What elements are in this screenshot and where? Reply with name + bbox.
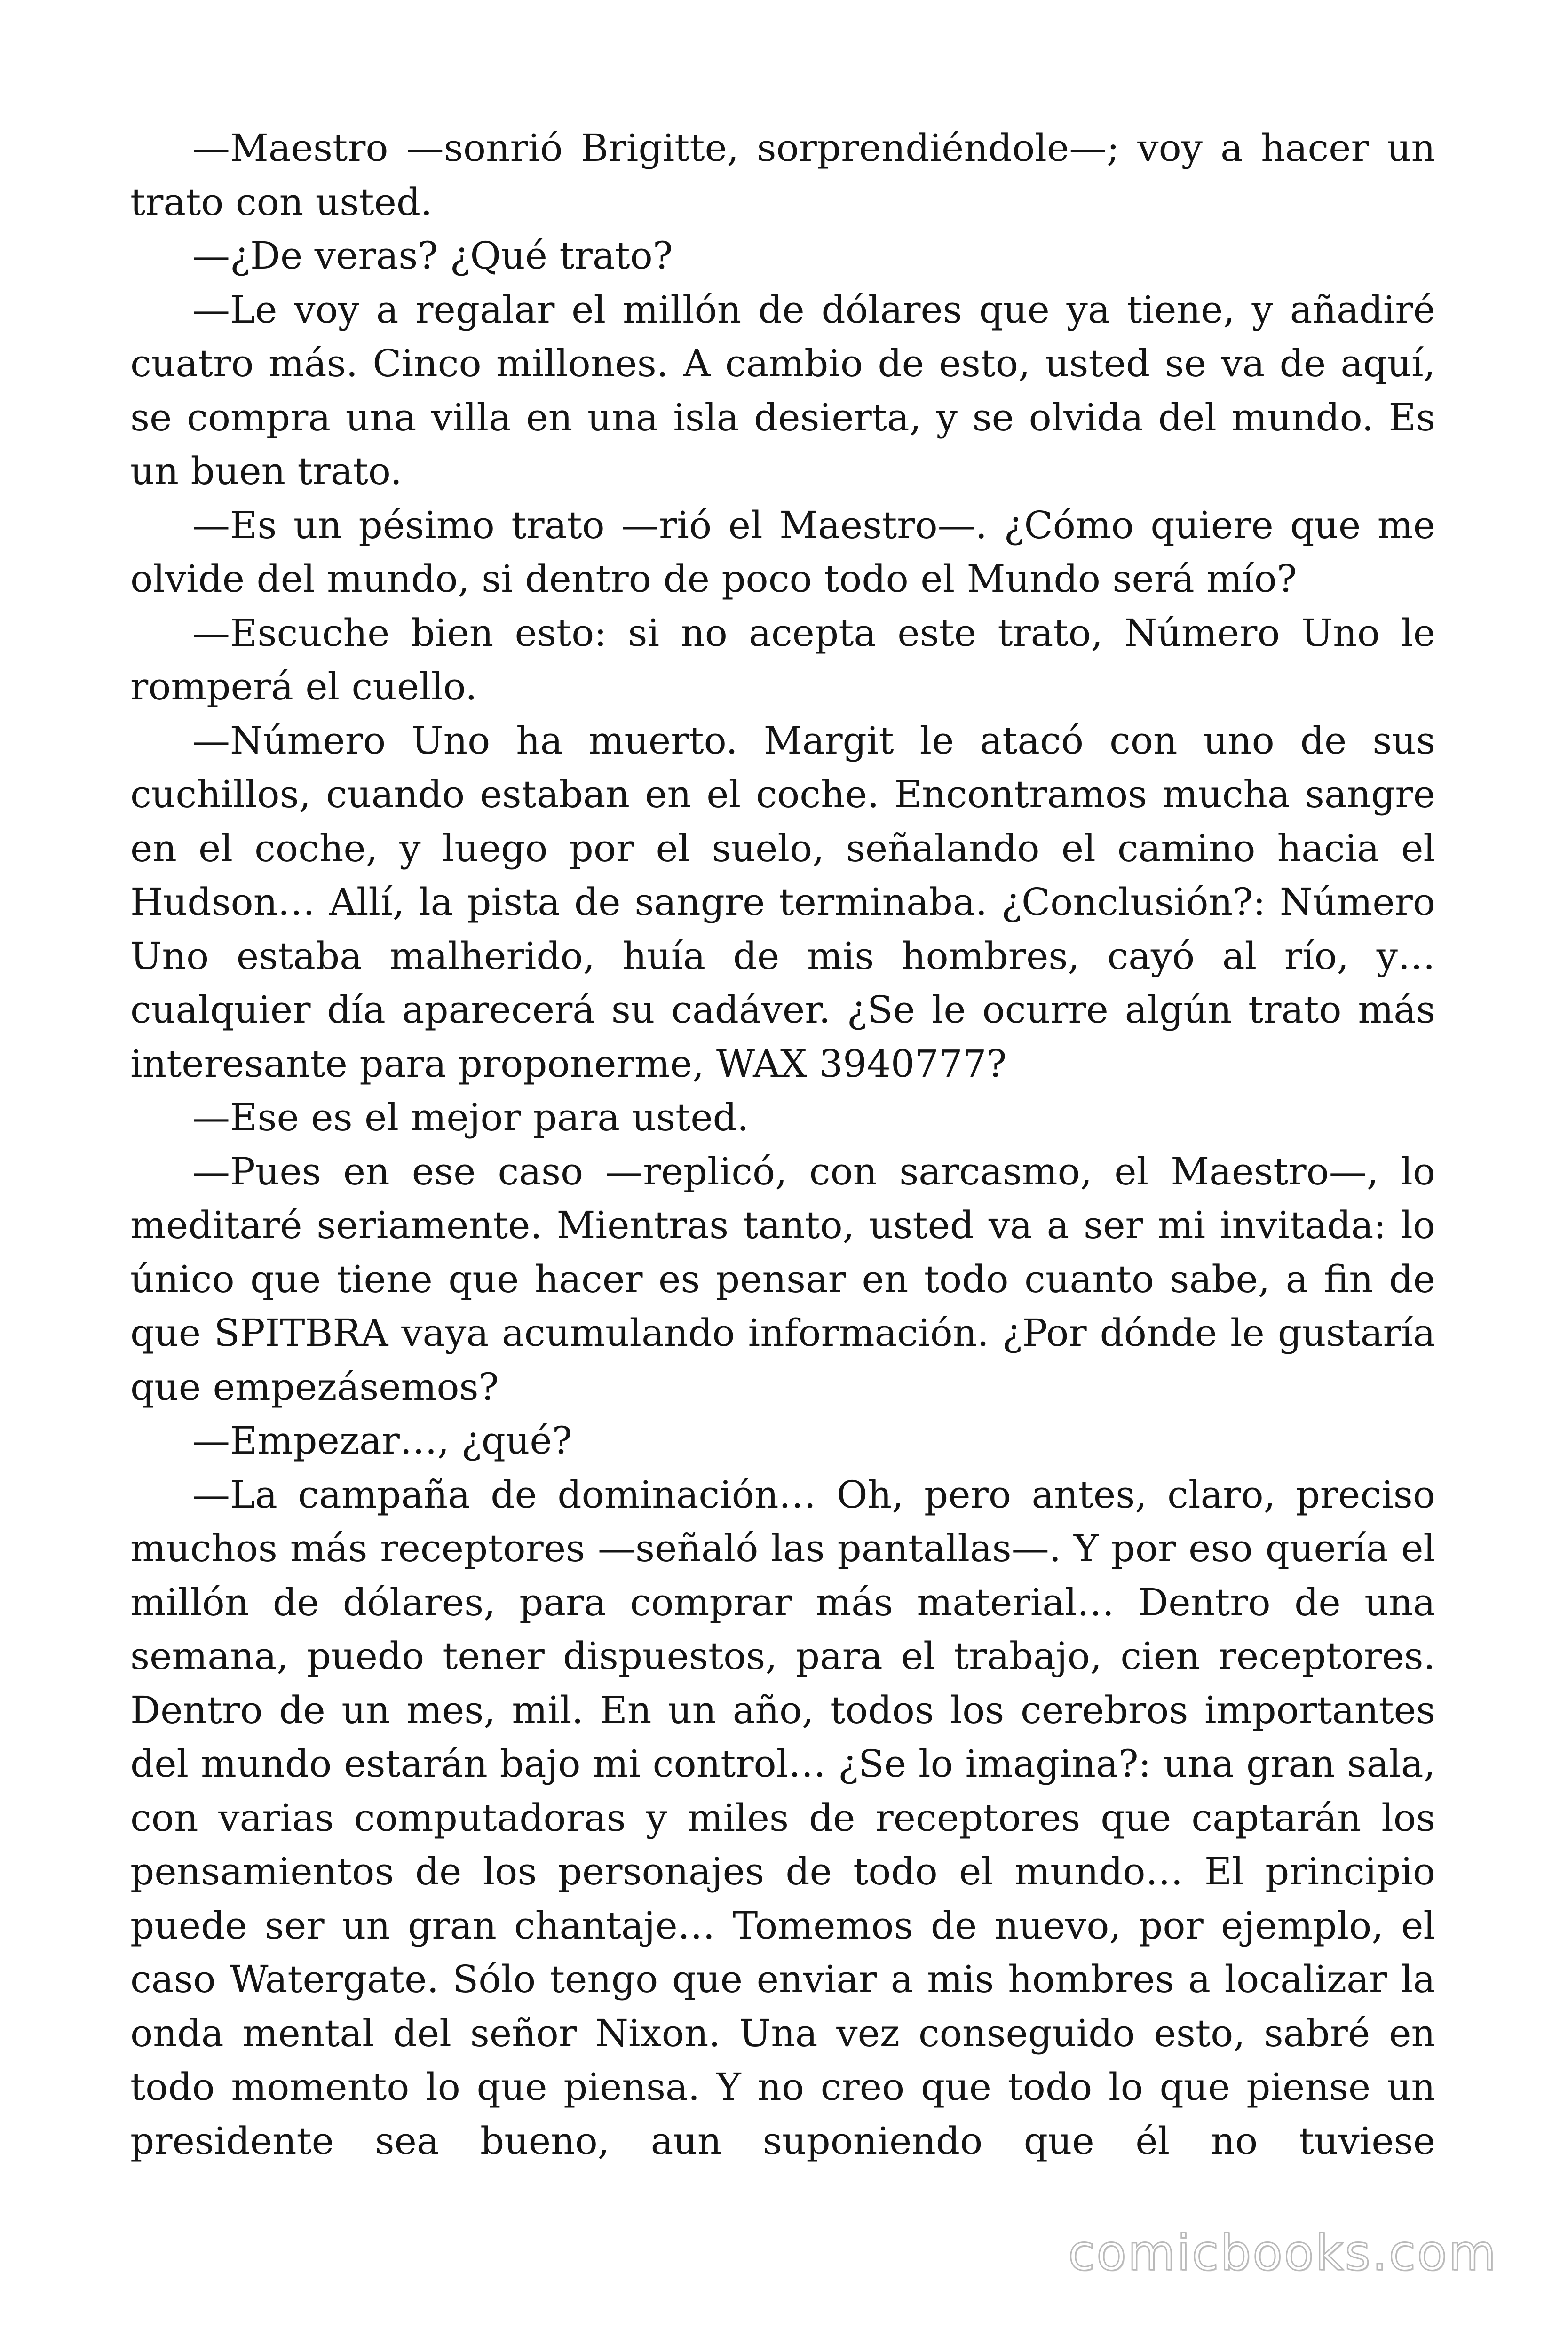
paragraph: —Pues en ese caso —replicó, con sarcasmo, el Maestro—, lo meditaré seriamente. Mientras tanto, usted va a ser mi invitada: lo único que tiene que hacer es pensar en todo cuanto sabe, a fin de que SPITBRA vaya acumulando información. ¿Por dónde le gustaría que empezásemos? [130,1149,1435,1409]
page-text [130,121,1435,2168]
paragraph: —Maestro —sonrió Brigitte, sorprendiéndole—; voy a hacer un trato con usted. [130,126,1435,224]
paragraph: —¿De veras? ¿Qué trato? [192,234,673,278]
paragraph: —Empezar…, ¿qué? [192,1419,572,1462]
watermark: comicbooks.com [1068,2224,1497,2281]
paragraph: —Es un pésimo trato —rió el Maestro—. ¿Cómo quiere que me olvide del mundo, si dentro de poco todo el Mundo será mío? [130,503,1435,601]
paragraph: —Escuche bien esto: si no acepta este trato, Número Uno le romperá el cuello. [130,611,1435,708]
paragraph: —Ese es el mejor para usted. [192,1096,749,1139]
paragraph: —Le voy a regalar el millón de dólares que ya tiene, y añadiré cuatro más. Cinco millones. A cambio de esto, usted se va de aquí, se compra una villa en una isla desierta, y se olvida del mundo. Es un buen trato. [130,287,1435,493]
paragraph: —La campaña de dominación… Oh, pero antes, claro, preciso muchos más receptores —señaló las pantallas—. Y por eso quería el millón de dólares, para comprar más material… Dentro de una semana, puedo tener dispuestos, para el trabajo, cien receptores. Dentro de un mes, mil. En un año, todos los cerebros importantes del mundo estarán bajo mi control… ¿Se lo imagina?: una gran sala, con varias computadoras y miles de receptores que captarán los pensamientos de los personajes de todo el mundo… El principio puede ser un gran chantaje… Tomemos de nuevo, por ejemplo, el caso Watergate. Sólo tengo que enviar a mis hombres a localizar la onda mental del señor Nixon. Una vez conseguido esto, sabré en todo momento lo que piensa. Y no creo que todo lo que piense un presidente sea bueno, aun suponiendo que él no tuviese [130,1472,1435,2163]
paragraph: —Número Uno ha muerto. Margit le atacó con uno de sus cuchillos, cuando estaban en el coche. Encontramos mucha sangre en el coche, y luego por el suelo, señalando el camino hacia el Hudson… Allí, la pista de sangre terminaba. ¿Conclusión?: Número Uno estaba malherido, huía de mis hombres, cayó al río, y… cualquier día aparecerá su cadáver. ¿Se le ocurre algún trato más interesante para proponerme, WAX 3940777? [130,718,1435,1086]
